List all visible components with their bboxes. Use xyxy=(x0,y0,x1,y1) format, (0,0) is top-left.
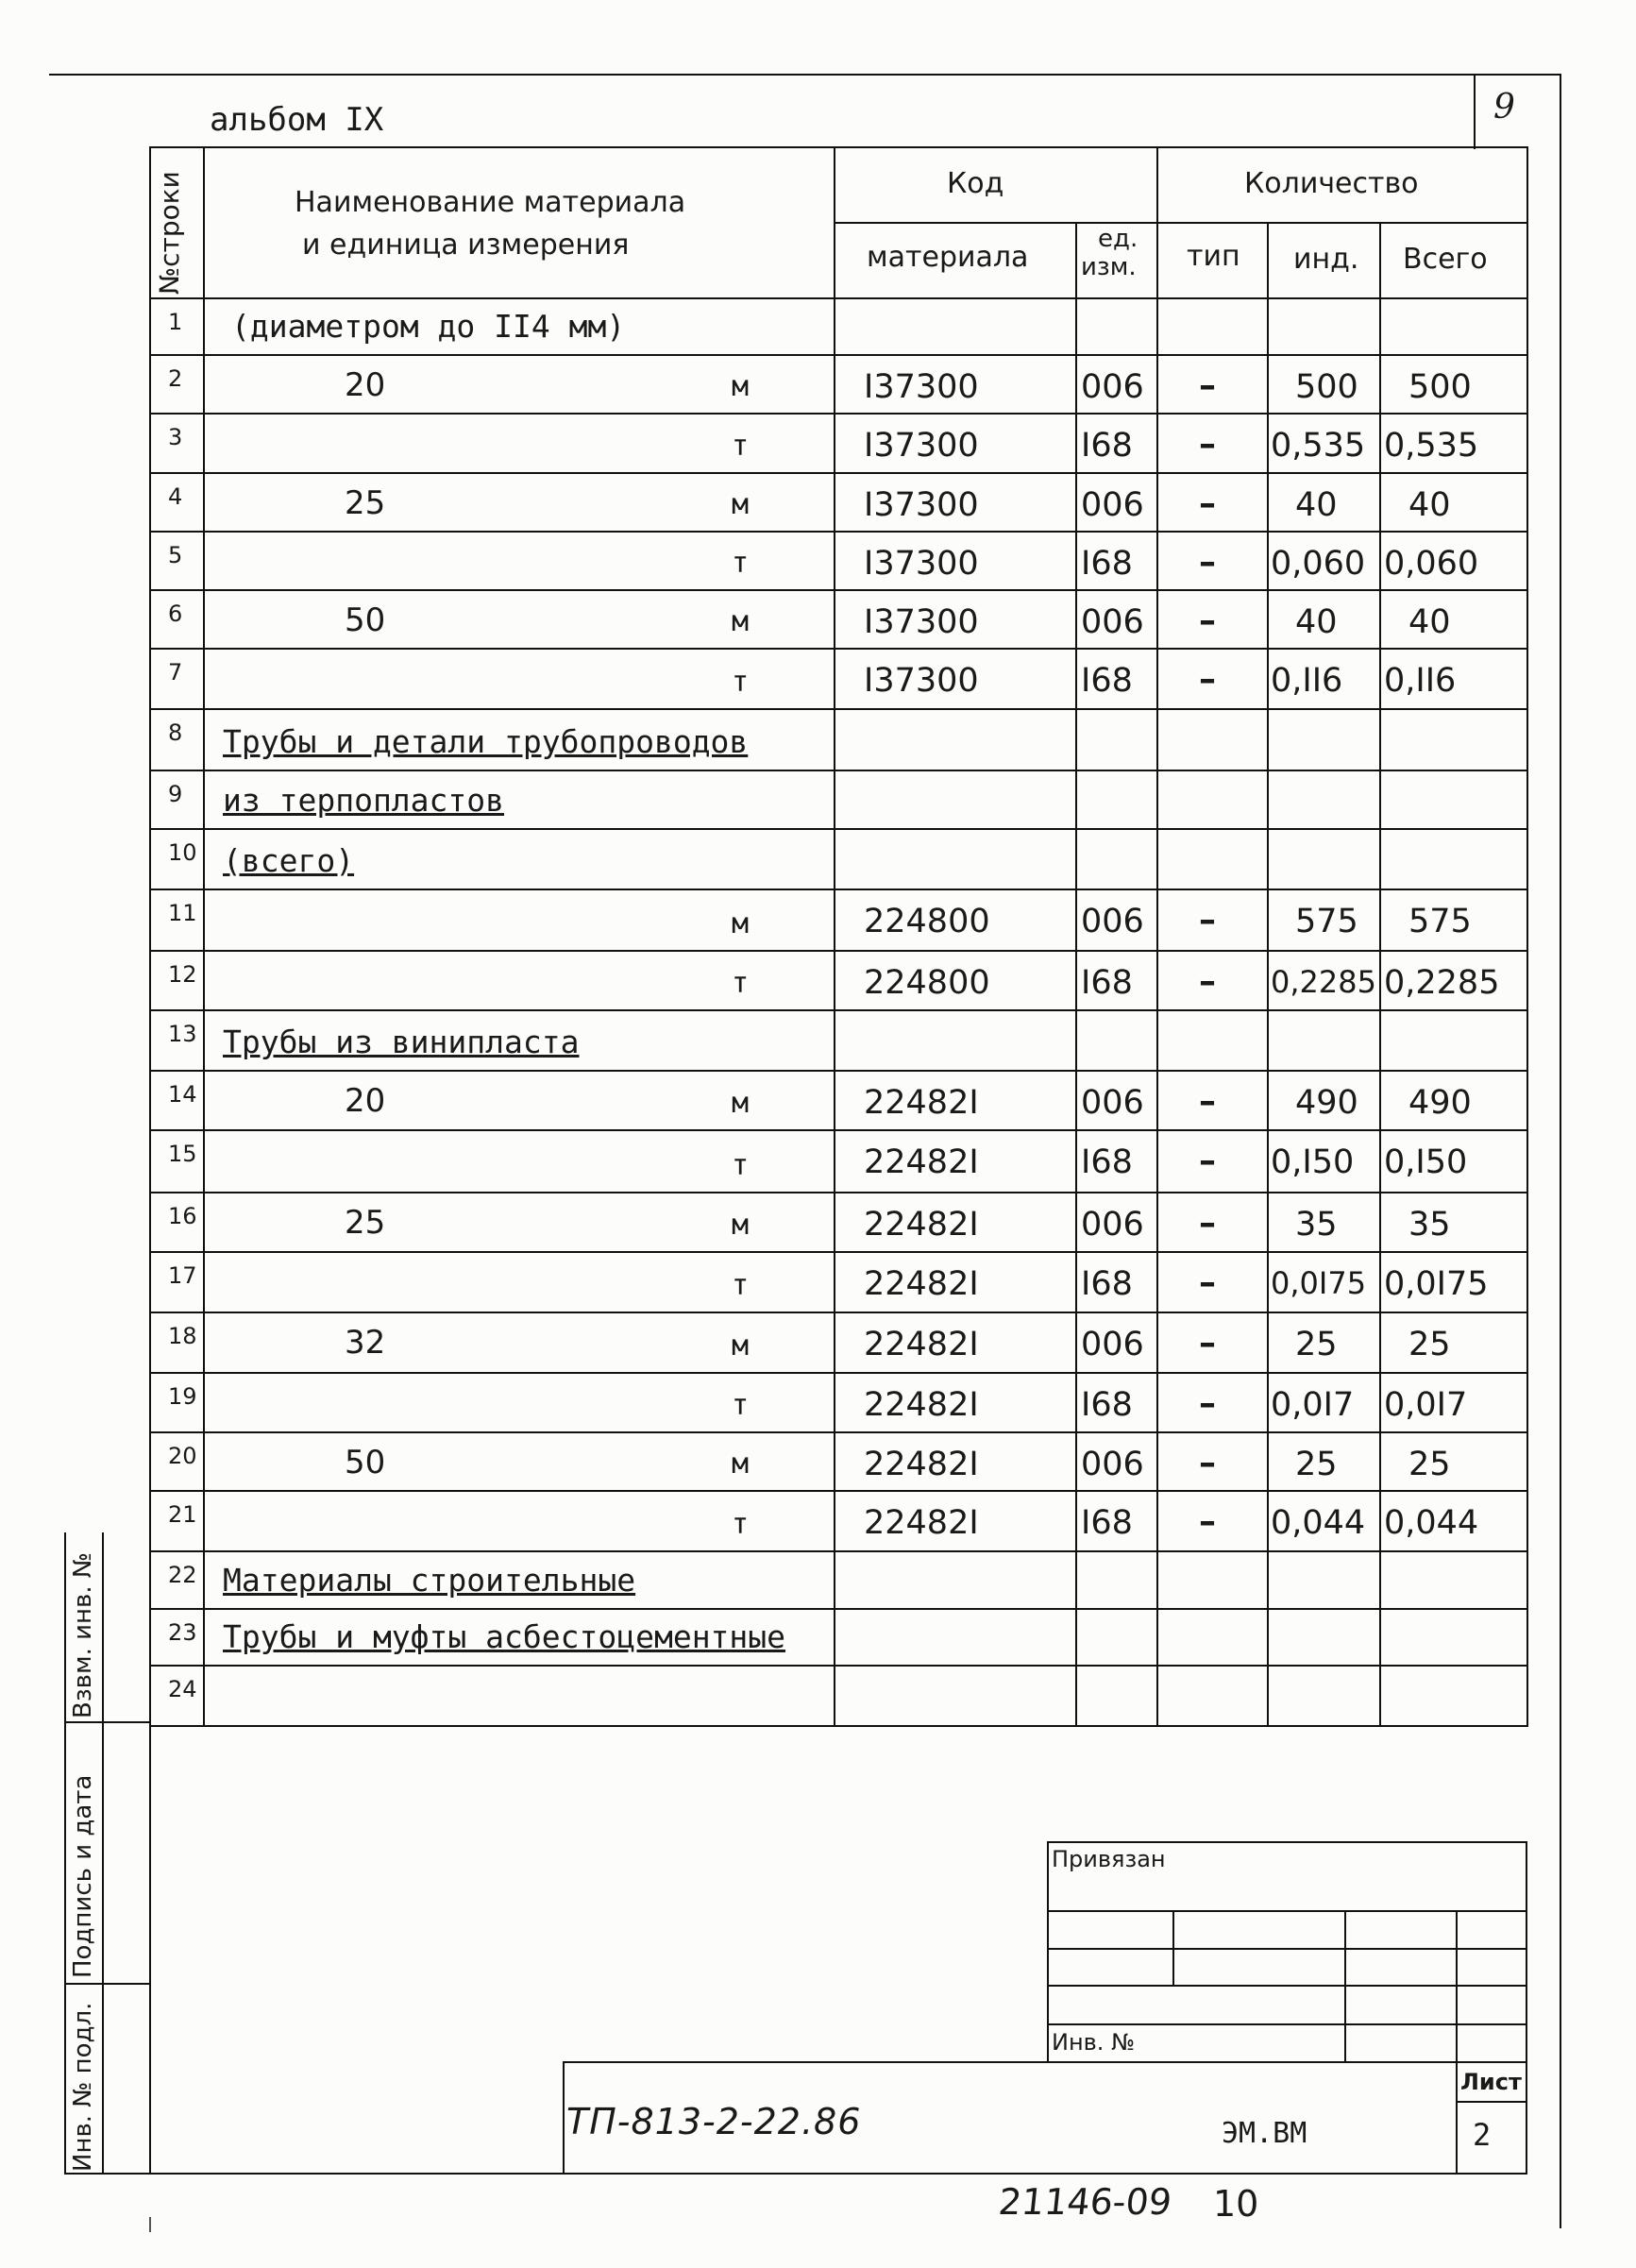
row-ed: 006 xyxy=(1081,1446,1144,1483)
header-total: Всего xyxy=(1403,243,1488,276)
side-frame-mid xyxy=(102,1532,104,2175)
row-total: 575 xyxy=(1408,903,1472,940)
row-ed: 006 xyxy=(1081,1084,1144,1122)
col-name-divider xyxy=(834,146,835,1725)
row-number: 8 xyxy=(168,719,183,746)
stamp-top xyxy=(1047,1841,1527,1843)
row-total: 0,II6 xyxy=(1384,662,1457,700)
stamp-inv-no: Инв. № xyxy=(1052,2029,1136,2056)
row-ind: 0,060 xyxy=(1271,545,1366,583)
row-unit: т xyxy=(732,967,750,1000)
row-tip: – xyxy=(1199,366,1216,405)
row-number: 12 xyxy=(168,961,197,988)
row-number: 10 xyxy=(168,839,197,866)
row-unit: м xyxy=(732,1087,750,1120)
row-divider xyxy=(149,770,1528,771)
row-code: I37300 xyxy=(864,545,979,583)
row-tip: – xyxy=(1199,484,1216,523)
row-number: 5 xyxy=(168,542,183,568)
row-ind: 0,I50 xyxy=(1271,1143,1355,1181)
row-ind: 0,2285 xyxy=(1271,964,1376,1000)
row-divider xyxy=(149,413,1528,415)
row-name: из терпопластов xyxy=(223,782,505,819)
row-tip: – xyxy=(1199,1384,1216,1423)
row-tip: – xyxy=(1199,1204,1216,1243)
row-unit: м xyxy=(732,488,750,521)
row-divider xyxy=(149,889,1528,890)
row-total: 0,I50 xyxy=(1384,1143,1468,1181)
row-ed: I68 xyxy=(1081,1143,1133,1181)
row-number: 15 xyxy=(168,1141,197,1167)
row-code: I37300 xyxy=(864,427,979,465)
row-divider xyxy=(149,354,1528,356)
row-ed: 006 xyxy=(1081,368,1144,406)
table-top-border xyxy=(149,146,1528,148)
row-ed: I68 xyxy=(1081,1265,1133,1303)
row-number: 18 xyxy=(168,1323,197,1349)
row-code: I37300 xyxy=(864,662,979,700)
row-unit: т xyxy=(732,547,750,580)
row-divider xyxy=(149,1372,1528,1374)
row-code: 22482I xyxy=(864,1265,979,1303)
header-type: тип xyxy=(1187,240,1240,273)
row-total: 0,0I7 xyxy=(1384,1386,1468,1424)
title-block-left xyxy=(563,2061,565,2175)
col-tip-divider xyxy=(1267,222,1269,1725)
row-ind: 40 xyxy=(1295,486,1338,524)
row-divider xyxy=(149,648,1528,650)
row-unit: м xyxy=(732,370,750,403)
row-ed: I68 xyxy=(1081,545,1133,583)
row-size: 20 xyxy=(345,366,386,404)
row-ind: 0,0I75 xyxy=(1271,1265,1367,1301)
left-tick xyxy=(149,2217,151,2232)
row-size: 50 xyxy=(345,601,386,639)
row-ind: 0,535 xyxy=(1271,427,1366,465)
row-tip: – xyxy=(1199,1142,1216,1180)
row-divider xyxy=(149,1550,1528,1552)
row-number: 23 xyxy=(168,1619,197,1646)
right-border xyxy=(1560,74,1561,2228)
row-unit: т xyxy=(732,1149,750,1182)
row-ind: 490 xyxy=(1295,1084,1358,1122)
row-divider xyxy=(149,1009,1528,1011)
row-number: 14 xyxy=(168,1081,197,1108)
row-code: 22482I xyxy=(864,1326,979,1363)
header-name-line1: Наименование материала xyxy=(295,186,686,219)
row-code: I37300 xyxy=(864,368,979,406)
header-ind: инд. xyxy=(1293,243,1359,276)
row-name: Трубы из винипласта xyxy=(223,1024,580,1060)
row-number: 16 xyxy=(168,1203,197,1229)
row-total: 0,2285 xyxy=(1384,964,1500,1002)
row-ind: 40 xyxy=(1295,603,1338,641)
row-number: 9 xyxy=(168,781,183,807)
row-ed: 006 xyxy=(1081,603,1144,641)
row-number: 21 xyxy=(168,1501,197,1528)
bottom-frame-left xyxy=(149,1721,151,2175)
row-unit: т xyxy=(732,1389,750,1422)
row-total: 25 xyxy=(1408,1446,1451,1483)
row-unit: т xyxy=(732,1269,750,1302)
row-name: Трубы и муфты асбестоцементные xyxy=(223,1618,786,1655)
title-block-top xyxy=(563,2061,1527,2063)
row-tip: – xyxy=(1199,1324,1216,1362)
stamp-col3 xyxy=(1456,1910,1458,2175)
row-tip: – xyxy=(1199,1263,1216,1302)
row-number: 7 xyxy=(168,659,183,685)
row-ind: 575 xyxy=(1295,903,1358,940)
row-ind: 0,044 xyxy=(1271,1504,1366,1542)
row-divider xyxy=(149,1725,1528,1727)
stamp-col1 xyxy=(1172,1910,1174,1986)
row-ed: 006 xyxy=(1081,903,1144,940)
row-number: 20 xyxy=(168,1443,197,1469)
row-ed: 006 xyxy=(1081,1206,1144,1244)
row-total: 40 xyxy=(1408,486,1451,524)
side-label-vzam: Взвм. инв. № xyxy=(69,1552,97,1718)
row-ed: I68 xyxy=(1081,1504,1133,1542)
row-code: 224800 xyxy=(864,903,990,940)
row-divider xyxy=(149,472,1528,474)
side-label-podpis: Подпись и дата xyxy=(69,1774,97,1978)
row-number: 1 xyxy=(168,309,183,335)
row-size: 25 xyxy=(345,1204,386,1242)
row-tip: – xyxy=(1199,601,1216,640)
row-ind: 500 xyxy=(1295,368,1358,406)
row-code: 22482I xyxy=(864,1206,979,1244)
row-code: 224800 xyxy=(864,964,990,1002)
header-name-line2: и единица измерения xyxy=(302,228,630,262)
row-tip: – xyxy=(1199,1502,1216,1541)
row-ed: I68 xyxy=(1081,1386,1133,1424)
row-total: 35 xyxy=(1408,1206,1451,1244)
row-code: 22482I xyxy=(864,1386,979,1424)
row-divider xyxy=(149,1070,1528,1072)
row-unit: м xyxy=(732,907,750,940)
row-unit: м xyxy=(732,1209,750,1242)
row-size: 32 xyxy=(345,1324,386,1362)
row-tip: – xyxy=(1199,1444,1216,1482)
row-total: 25 xyxy=(1408,1326,1451,1363)
album-label: альбом IX xyxy=(210,101,384,139)
row-unit: м xyxy=(732,605,750,638)
header-mid-line xyxy=(834,222,1526,224)
col-ed-divider xyxy=(1156,146,1158,1725)
row-ind: 0,0I7 xyxy=(1271,1386,1355,1424)
row-name: Материалы строительные xyxy=(223,1562,636,1599)
row-total: 490 xyxy=(1408,1084,1472,1122)
stamp-mark: ЭМ.ВМ xyxy=(1222,2117,1307,2150)
row-number: 4 xyxy=(168,483,183,510)
col-ind-divider xyxy=(1379,222,1381,1725)
row-divider xyxy=(149,1129,1528,1131)
row-number: 2 xyxy=(168,365,183,392)
row-divider xyxy=(149,1608,1528,1610)
header-row-no: №строки xyxy=(154,171,185,295)
row-code: I37300 xyxy=(864,603,979,641)
header-material: материала xyxy=(867,241,1029,274)
stamp-col2 xyxy=(1344,1910,1346,2061)
row-tip: – xyxy=(1199,1082,1216,1121)
row-divider xyxy=(149,708,1528,710)
row-tip: – xyxy=(1199,543,1216,582)
row-name: (диаметром до II4 мм) xyxy=(231,308,626,345)
row-ed: I68 xyxy=(1081,964,1133,1002)
row-name: (всего) xyxy=(223,842,355,879)
row-total: 0,535 xyxy=(1384,427,1479,465)
row-number: 11 xyxy=(168,900,197,926)
row-unit: м xyxy=(732,1447,750,1481)
row-tip: – xyxy=(1199,962,1216,1001)
row-divider xyxy=(149,1490,1528,1492)
row-divider xyxy=(149,828,1528,830)
side-label-inv: Инв. № подл. xyxy=(69,2002,97,2172)
stamp-list-no: 2 xyxy=(1473,2117,1492,2153)
bottom-border xyxy=(64,2173,1527,2175)
side-frame-div1 xyxy=(64,1721,151,1723)
list-divider xyxy=(1456,2101,1527,2103)
row-number: 3 xyxy=(168,424,183,450)
row-size: 25 xyxy=(345,484,386,522)
row-size: 20 xyxy=(345,1082,386,1120)
row-unit: т xyxy=(732,666,750,699)
header-unit-line2: изм. xyxy=(1081,253,1137,281)
row-ed: I68 xyxy=(1081,662,1133,700)
footer-handwritten-page: 10 xyxy=(1213,2183,1259,2225)
row-size: 50 xyxy=(345,1444,386,1481)
row-divider xyxy=(149,1312,1528,1313)
row-code: 22482I xyxy=(864,1504,979,1542)
row-unit: т xyxy=(732,1508,750,1541)
row-tip: – xyxy=(1199,660,1216,699)
header-bottom-line xyxy=(149,297,1528,299)
stamp-privyazan: Привязан xyxy=(1052,1846,1166,1872)
row-ind: 0,II6 xyxy=(1271,662,1343,700)
row-number: 6 xyxy=(168,601,183,627)
page-number: 9 xyxy=(1493,88,1515,127)
row-number: 13 xyxy=(168,1021,197,1047)
header-code: Код xyxy=(947,167,1004,200)
row-number: 17 xyxy=(168,1262,197,1289)
row-divider xyxy=(149,1251,1528,1253)
row-code: 22482I xyxy=(864,1143,979,1181)
col-num-divider xyxy=(203,146,205,1725)
row-divider xyxy=(149,1192,1528,1193)
row-ed: I68 xyxy=(1081,427,1133,465)
col-code-divider xyxy=(1075,222,1077,1725)
side-frame-div2 xyxy=(64,1983,151,1985)
top-border xyxy=(49,74,1561,76)
stamp-doc-code: ТП-813-2-22.86 xyxy=(566,2101,862,2142)
row-number: 22 xyxy=(168,1562,197,1588)
row-unit: м xyxy=(732,1329,750,1362)
col-right-border xyxy=(1526,146,1528,1727)
stamp-list-label: Лист xyxy=(1460,2069,1522,2095)
row-divider xyxy=(149,531,1528,533)
row-total: 40 xyxy=(1408,603,1451,641)
row-ind: 35 xyxy=(1295,1206,1338,1244)
stamp-right xyxy=(1526,1841,1527,2175)
col-left-border xyxy=(149,146,151,1725)
row-ed: 006 xyxy=(1081,486,1144,524)
row-total: 0,044 xyxy=(1384,1504,1479,1542)
row-number: 24 xyxy=(168,1676,197,1702)
row-unit: т xyxy=(732,430,750,463)
row-tip: – xyxy=(1199,901,1216,939)
header-unit-line1: ед. xyxy=(1098,225,1138,253)
row-code: I37300 xyxy=(864,486,979,524)
row-tip: – xyxy=(1199,425,1216,464)
footer-handwritten-number: 21146-09 xyxy=(996,2181,1174,2223)
row-total: 0,0I75 xyxy=(1384,1265,1489,1303)
page-number-box-left xyxy=(1474,74,1476,149)
row-code: 22482I xyxy=(864,1084,979,1122)
stamp-left xyxy=(1047,1841,1049,2063)
row-ind: 25 xyxy=(1295,1326,1338,1363)
row-ind: 25 xyxy=(1295,1446,1338,1483)
row-name: Трубы и детали трубопроводов xyxy=(223,723,749,760)
row-divider xyxy=(149,950,1528,952)
row-divider xyxy=(149,1665,1528,1667)
row-ed: 006 xyxy=(1081,1326,1144,1363)
row-code: 22482I xyxy=(864,1446,979,1483)
side-frame-left xyxy=(64,1532,66,2175)
row-number: 19 xyxy=(168,1383,197,1410)
row-total: 0,060 xyxy=(1384,545,1479,583)
row-total: 500 xyxy=(1408,368,1472,406)
row-divider xyxy=(149,589,1528,591)
header-quantity: Количество xyxy=(1244,167,1419,200)
row-divider xyxy=(149,1431,1528,1433)
